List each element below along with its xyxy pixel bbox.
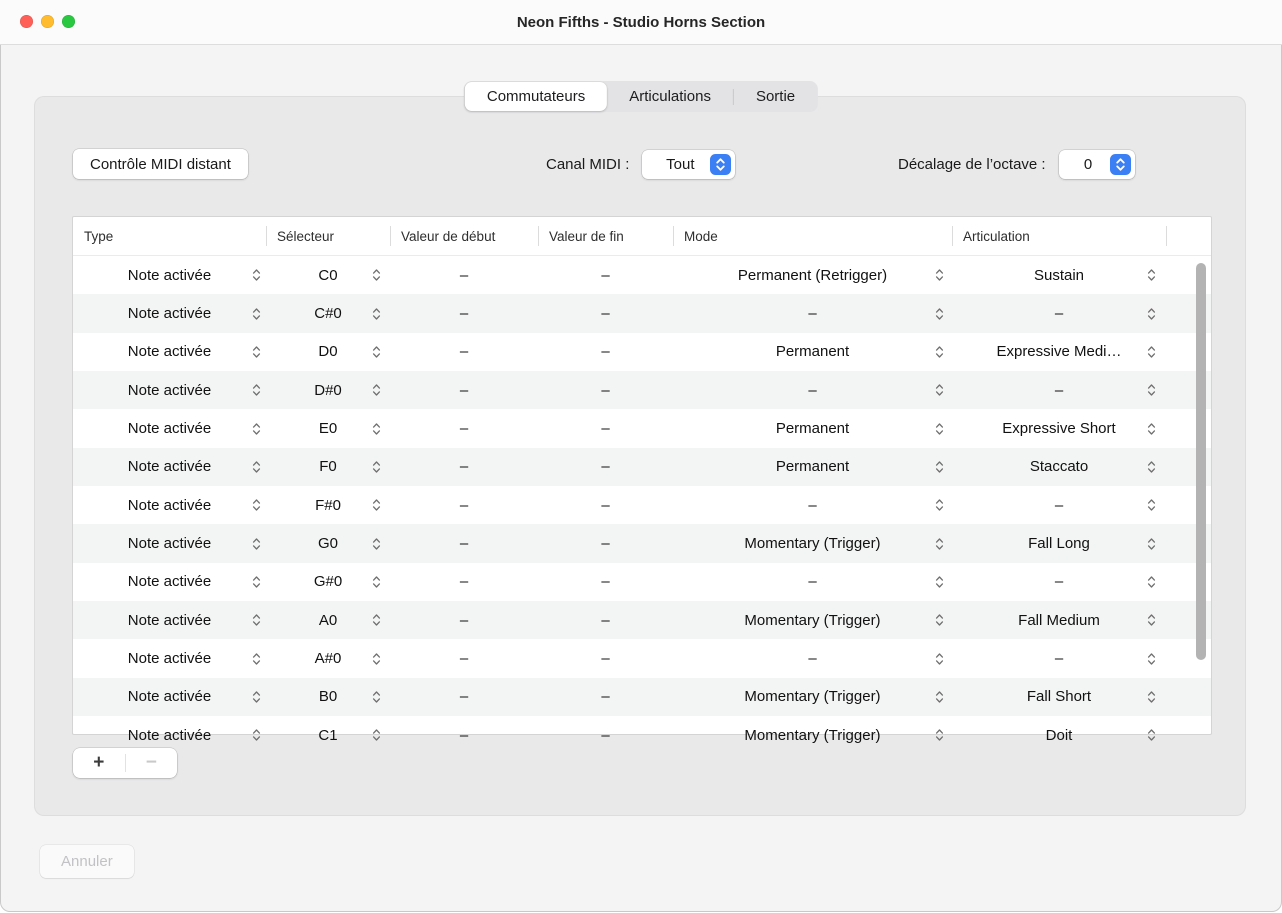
mode-popup[interactable]: Momentary (Trigger) [673,601,952,639]
table-row [73,716,1211,754]
updown-chevron-icon [935,460,944,474]
selector-popup[interactable]: D0 [266,333,390,371]
mode-popup[interactable]: – [673,294,952,332]
updown-chevron-icon [372,383,381,397]
selector-popup[interactable]: B0 [266,678,390,716]
articulation-popup[interactable]: – [952,294,1166,332]
updown-chevron-icon [935,268,944,282]
remove-switch-button[interactable]: − [126,748,178,778]
start-value-cell: – [459,573,469,591]
articulation-popup[interactable]: Sustain [952,256,1166,294]
column-header-mode[interactable]: Mode [673,217,952,255]
updown-chevron-icon [935,613,944,627]
updown-chevron-icon [935,537,944,551]
updown-chevron-icon [1147,460,1156,474]
updown-chevron-icon [372,613,381,627]
updown-chevron-icon [372,690,381,704]
column-header-selector[interactable]: Sélecteur [266,217,390,255]
tab-bar [464,81,818,112]
table-body [73,256,1211,744]
updown-chevron-icon [252,307,261,321]
switches-panel [34,96,1246,816]
start-value-cell: – [459,650,469,668]
table-row [73,294,1211,332]
articulation-popup[interactable]: Staccato [952,448,1166,486]
window-content [0,45,1282,913]
updown-chevron-icon [935,422,944,436]
window-title: Neon Fifths - Studio Horns Section [516,13,766,31]
end-value-cell: – [601,573,610,591]
end-value-cell: – [601,305,610,323]
updown-chevron-icon [372,728,381,742]
table-row [73,563,1211,601]
end-value-cell: – [601,726,610,744]
table-row [73,409,1211,447]
column-header-type[interactable]: Type [84,228,114,244]
updown-chevron-icon [935,690,944,704]
start-value-cell: – [459,726,469,744]
updown-chevron-icon [372,652,381,666]
updown-chevron-icon [935,575,944,589]
scrollbar-thumb[interactable] [1196,263,1206,660]
start-value-cell: – [459,343,469,361]
type-popup[interactable]: Note activée [73,524,266,562]
selector-popup[interactable]: C#0 [266,294,390,332]
updown-chevron-icon [252,268,261,282]
mode-popup[interactable]: – [673,563,952,601]
updown-chevron-icon [1147,690,1156,704]
mode-popup[interactable]: Momentary (Trigger) [673,678,952,716]
end-value-cell: – [601,688,610,706]
mode-popup[interactable]: Momentary (Trigger) [673,716,952,754]
table-header [73,217,1211,256]
table-row [73,371,1211,409]
updown-chevron-icon [1147,383,1156,397]
end-value-cell: – [601,381,610,399]
end-value-cell: – [601,611,610,629]
midi-channel-control [546,149,735,179]
updown-chevron-icon [372,498,381,512]
updown-chevron-icon [1147,498,1156,512]
start-value-cell: – [459,458,469,476]
table-row [73,448,1211,486]
updown-chevron-icon [1147,268,1156,282]
start-value-cell: – [459,305,469,323]
table-row [73,524,1211,562]
mode-popup[interactable]: Permanent [673,333,952,371]
end-value-cell: – [601,266,610,284]
start-value-cell: – [459,496,469,514]
octave-offset-label: Décalage de l’octave : [898,155,1046,173]
midi-channel-popup[interactable] [642,150,735,179]
updown-chevron-icon [935,652,944,666]
selector-popup[interactable]: G0 [266,524,390,562]
articulation-popup[interactable]: Fall Long [952,524,1166,562]
table-row [73,333,1211,371]
table-row [73,678,1211,716]
type-popup[interactable]: Note activée [73,371,266,409]
updown-chevron-icon [372,537,381,551]
updown-chevron-icon [372,460,381,474]
updown-chevron-icon [252,537,261,551]
end-value-cell: – [601,650,610,668]
updown-chevron-icon [1147,613,1156,627]
add-switch-button[interactable]: + [73,748,125,778]
start-value-cell: – [459,420,469,438]
end-value-cell: – [601,420,610,438]
column-header-articulation[interactable]: Articulation [952,217,1166,255]
selector-popup[interactable]: E0 [266,409,390,447]
selector-popup[interactable]: C1 [266,716,390,754]
start-value-cell: – [459,266,469,284]
mode-popup[interactable]: – [673,486,952,524]
titlebar [0,0,1282,45]
type-popup[interactable]: Note activée [73,486,266,524]
mode-popup[interactable]: Permanent [673,409,952,447]
articulation-popup[interactable]: – [952,563,1166,601]
updown-chevron-icon [372,345,381,359]
cancel-button[interactable]: Annuler [40,845,134,878]
type-popup[interactable]: Note activée [73,333,266,371]
type-popup[interactable]: Note activée [73,256,266,294]
table-row [73,601,1211,639]
end-value-cell: – [601,496,610,514]
type-popup[interactable]: Note activée [73,409,266,447]
updown-chevron-icon [252,728,261,742]
updown-chevron-icon [252,383,261,397]
updown-chevron-icon [252,613,261,627]
mode-popup[interactable]: Permanent [673,448,952,486]
type-popup[interactable]: Note activée [73,448,266,486]
type-popup[interactable]: Note activée [73,678,266,716]
vertical-scrollbar[interactable] [1193,256,1209,733]
updown-chevron-icon [935,345,944,359]
articulation-popup[interactable]: Expressive Medi… [952,333,1166,371]
selector-popup[interactable]: D#0 [266,371,390,409]
updown-chevron-icon [935,498,944,512]
tab-sortie[interactable]: Sortie [755,88,796,105]
articulation-popup[interactable]: Fall Medium [952,601,1166,639]
selector-popup[interactable]: F#0 [266,486,390,524]
tab-commutateurs[interactable]: Commutateurs [465,82,607,111]
column-header-start-value[interactable]: Valeur de début [390,217,538,255]
articulation-popup[interactable]: Doit [952,716,1166,754]
end-value-cell: – [601,535,610,553]
updown-chevron-icon [1147,575,1156,589]
mode-popup[interactable]: – [673,371,952,409]
end-value-cell: – [601,458,610,476]
updown-chevron-icon [1147,307,1156,321]
midi-remote-control-button[interactable]: Contrôle MIDI distant [73,149,248,179]
end-value-cell: – [601,343,610,361]
mode-popup[interactable]: – [673,639,952,677]
updown-chevron-icon [1147,728,1156,742]
updown-chevron-icon [252,422,261,436]
midi-channel-value: Tout [666,155,695,173]
start-value-cell: – [459,611,469,629]
updown-chevron-icon [1147,537,1156,551]
column-header-spacer [1166,217,1211,255]
table-row [73,639,1211,677]
articulation-popup[interactable]: Expressive Short [952,409,1166,447]
updown-chevron-icon [1110,154,1131,175]
type-popup[interactable]: Note activée [73,716,266,754]
updown-chevron-icon [372,307,381,321]
start-value-cell: – [459,688,469,706]
updown-chevron-icon [935,307,944,321]
updown-chevron-icon [252,345,261,359]
type-popup[interactable]: Note activée [73,601,266,639]
octave-offset-value: 0 [1083,155,1093,173]
updown-chevron-icon [935,728,944,742]
updown-chevron-icon [252,690,261,704]
octave-offset-control [898,149,1135,179]
articulation-popup[interactable]: – [952,486,1166,524]
selector-popup[interactable]: G#0 [266,563,390,601]
column-header-end-value[interactable]: Valeur de fin [538,217,673,255]
articulation-popup[interactable]: Fall Short [952,678,1166,716]
articulation-popup[interactable]: – [952,371,1166,409]
octave-offset-popup[interactable] [1059,150,1135,179]
updown-chevron-icon [1147,422,1156,436]
type-popup[interactable]: Note activée [73,563,266,601]
updown-chevron-icon [1147,652,1156,666]
updown-chevron-icon [710,154,731,175]
updown-chevron-icon [252,460,261,474]
add-remove-buttons [73,748,177,778]
selector-popup[interactable]: F0 [266,448,390,486]
table-row [73,486,1211,524]
start-value-cell: – [459,381,469,399]
type-popup[interactable]: Note activée [73,294,266,332]
updown-chevron-icon [372,422,381,436]
updown-chevron-icon [1147,345,1156,359]
updown-chevron-icon [252,498,261,512]
tab-articulations[interactable]: Articulations [629,88,711,105]
articulation-popup[interactable]: – [952,639,1166,677]
start-value-cell: – [459,535,469,553]
midi-channel-label: Canal MIDI : [546,155,630,173]
mode-popup[interactable]: Permanent (Retrigger) [673,256,952,294]
mode-popup[interactable]: Momentary (Trigger) [673,524,952,562]
updown-chevron-icon [252,575,261,589]
selector-popup[interactable]: C0 [266,256,390,294]
selector-popup[interactable]: A#0 [266,639,390,677]
updown-chevron-icon [372,575,381,589]
type-popup[interactable]: Note activée [73,639,266,677]
updown-chevron-icon [372,268,381,282]
updown-chevron-icon [935,383,944,397]
switches-table [73,217,1211,744]
table-row [73,256,1211,294]
updown-chevron-icon [252,652,261,666]
selector-popup[interactable]: A0 [266,601,390,639]
